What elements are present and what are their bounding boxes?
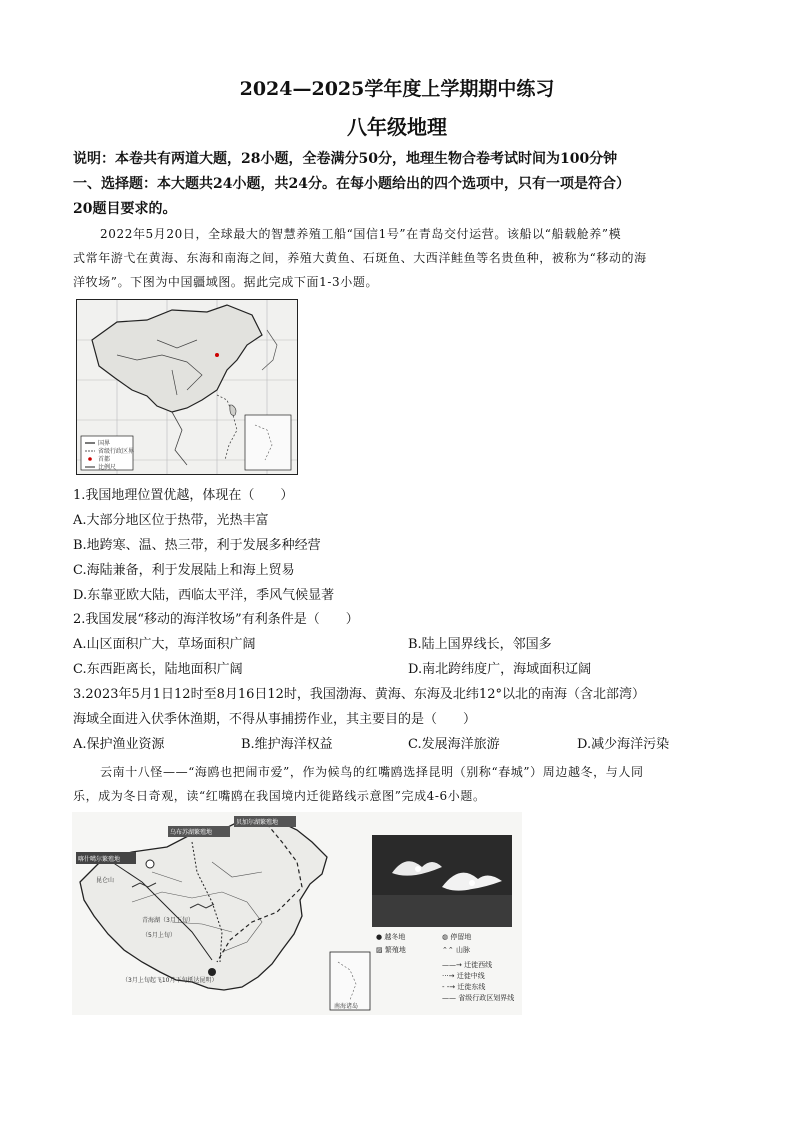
- map2-label-kunlun: 昆仑山: [96, 877, 115, 884]
- legend-stop: ◍ 停留地: [442, 933, 472, 941]
- legend-middle-route: ‧‧‧→ 迁徙中线: [442, 972, 485, 980]
- map2-label-wubur: 乌布苏湖繁殖地: [170, 829, 213, 836]
- map1-legend-2: 省级行政区界: [98, 448, 135, 455]
- map1-legend-3: 首都: [98, 456, 111, 463]
- exam-title: 2024—2025学年度上学期期中练习: [239, 78, 555, 100]
- q2-stem: 2.我国发展“移动的海洋牧场”有利条件是（ ）: [73, 612, 359, 627]
- gull-photo-graphic: [372, 835, 512, 927]
- passage2-line-1: 云南十八怪——“海鸥也把闹市爱”，作为候鸟的红嘴鸥选择昆明（别称“春城”）周边越冬，与人同: [100, 765, 644, 779]
- exam-subtitle: 八年级地理: [347, 115, 447, 139]
- map2-label-baikal: 贝加尔湖繁殖地: [236, 819, 279, 826]
- q3-option-b[interactable]: B.维护海洋权益: [241, 737, 333, 752]
- map1-legend-1: 国界: [98, 440, 111, 447]
- q2-option-b[interactable]: B.陆上国界线长，邻国多: [408, 637, 552, 652]
- map2-label-qinghai: 青海湖（3月下旬）: [142, 917, 194, 924]
- q2-option-d[interactable]: D.南北跨纬度广，海域面积辽阔: [408, 662, 592, 677]
- winter-site-icon: ●: [376, 933, 383, 941]
- passage1-line-2: 式常年游弋在黄海、东海和南海之间，养殖大黄鱼、石斑鱼、大西洋鲑鱼等名贵鱼种，被称为“移动的海: [73, 251, 647, 265]
- map2-label-note: （5月上旬）: [142, 932, 176, 939]
- instruction-line-1: 说明：本卷共有两道大题，28小题，全卷满分50分，地理生物合卷考试时间为100分钟: [73, 151, 618, 167]
- china-map-graphic: [77, 300, 297, 474]
- legend-mountain: ⌃⌃ 山脉: [442, 946, 470, 954]
- q1-option-d[interactable]: D.东靠亚欧大陆，西临太平洋，季风气候显著: [73, 588, 335, 603]
- instruction-line-2: 一、选择题：本大题共24小题，共24分。在每小题给出的四个选项中，只有一项是符合）: [73, 176, 630, 192]
- q3-option-d[interactable]: D.减少海洋污染: [577, 737, 670, 752]
- q3-option-c[interactable]: C.发展海洋旅游: [408, 737, 500, 752]
- map2-label-kashi: 喀什噶尔繁殖地: [78, 856, 121, 863]
- migration-legend: [372, 930, 515, 1012]
- legend-breed: ▨ 繁殖地: [376, 946, 406, 954]
- q2-option-a[interactable]: A.山区面积广大，草场面积广阔: [73, 637, 256, 652]
- q3-stem-line-1: 3.2023年5月1日12时至8月16日12时，我国渤海、黄海、东海及北纬12°以北的南海（含北部湾）: [73, 687, 645, 702]
- legend-west-route: ——→ 迁徙西线: [442, 961, 493, 969]
- map2-label-kunming: （3月上旬起飞10月下旬抵达昆明）: [122, 977, 218, 984]
- q3-option-a[interactable]: A.保护渔业资源: [73, 737, 165, 752]
- west-route-line-icon: ——→: [442, 961, 462, 969]
- q1-stem: 1.我国地理位置优越，体现在（ ）: [73, 488, 294, 503]
- middle-route-line-icon: ‧‧‧→: [442, 972, 455, 980]
- mountain-icon: ⌃⌃: [442, 946, 454, 954]
- map1-legend-4: 比例尺: [98, 464, 117, 471]
- legend-winter: ● 越冬地: [376, 933, 406, 941]
- q1-option-a[interactable]: A.大部分地区位于热带，光热丰富: [73, 513, 269, 528]
- q1-option-b[interactable]: B.地跨寒、温、热三带，利于发展多种经营: [73, 538, 321, 553]
- instruction-line-3: 20题目要求的。: [73, 201, 177, 217]
- china-territory-map: [76, 299, 298, 475]
- passage2-line-2: 乐，成为冬日奇观，读“红嘴鸥在我国境内迁徙路线示意图”完成4-6小题。: [73, 789, 486, 803]
- legend-border: —— 省级行政区划界线: [442, 994, 515, 1002]
- passage1-line-3: 洋牧场”。下图为中国疆域图。据此完成下面1-3小题。: [73, 275, 379, 289]
- passage1-line-1: 2022年5月20日，全球最大的智慧养殖工船“国信1号”在青岛交付运营。该船以“船载舱养”模: [100, 227, 622, 241]
- q1-option-c[interactable]: C.海陆兼备，利于发展陆上和海上贸易: [73, 563, 295, 578]
- border-line-icon: ——: [442, 994, 456, 1002]
- stopover-site-icon: ◍: [442, 933, 449, 941]
- q3-stem-line-2: 海域全面进入伏季休渔期，不得从事捕捞作业，其主要目的是（ ）: [73, 712, 477, 727]
- legend-east-route: - -→ 迁徙东线: [442, 983, 486, 991]
- q2-option-c[interactable]: C.东西距离长，陆地面积广阔: [73, 662, 243, 677]
- breeding-site-icon: ▨: [376, 946, 383, 954]
- gull-photo: [372, 835, 512, 927]
- east-route-line-icon: - -→: [442, 983, 456, 991]
- map2-inset-label: 南海诸岛: [334, 1003, 359, 1010]
